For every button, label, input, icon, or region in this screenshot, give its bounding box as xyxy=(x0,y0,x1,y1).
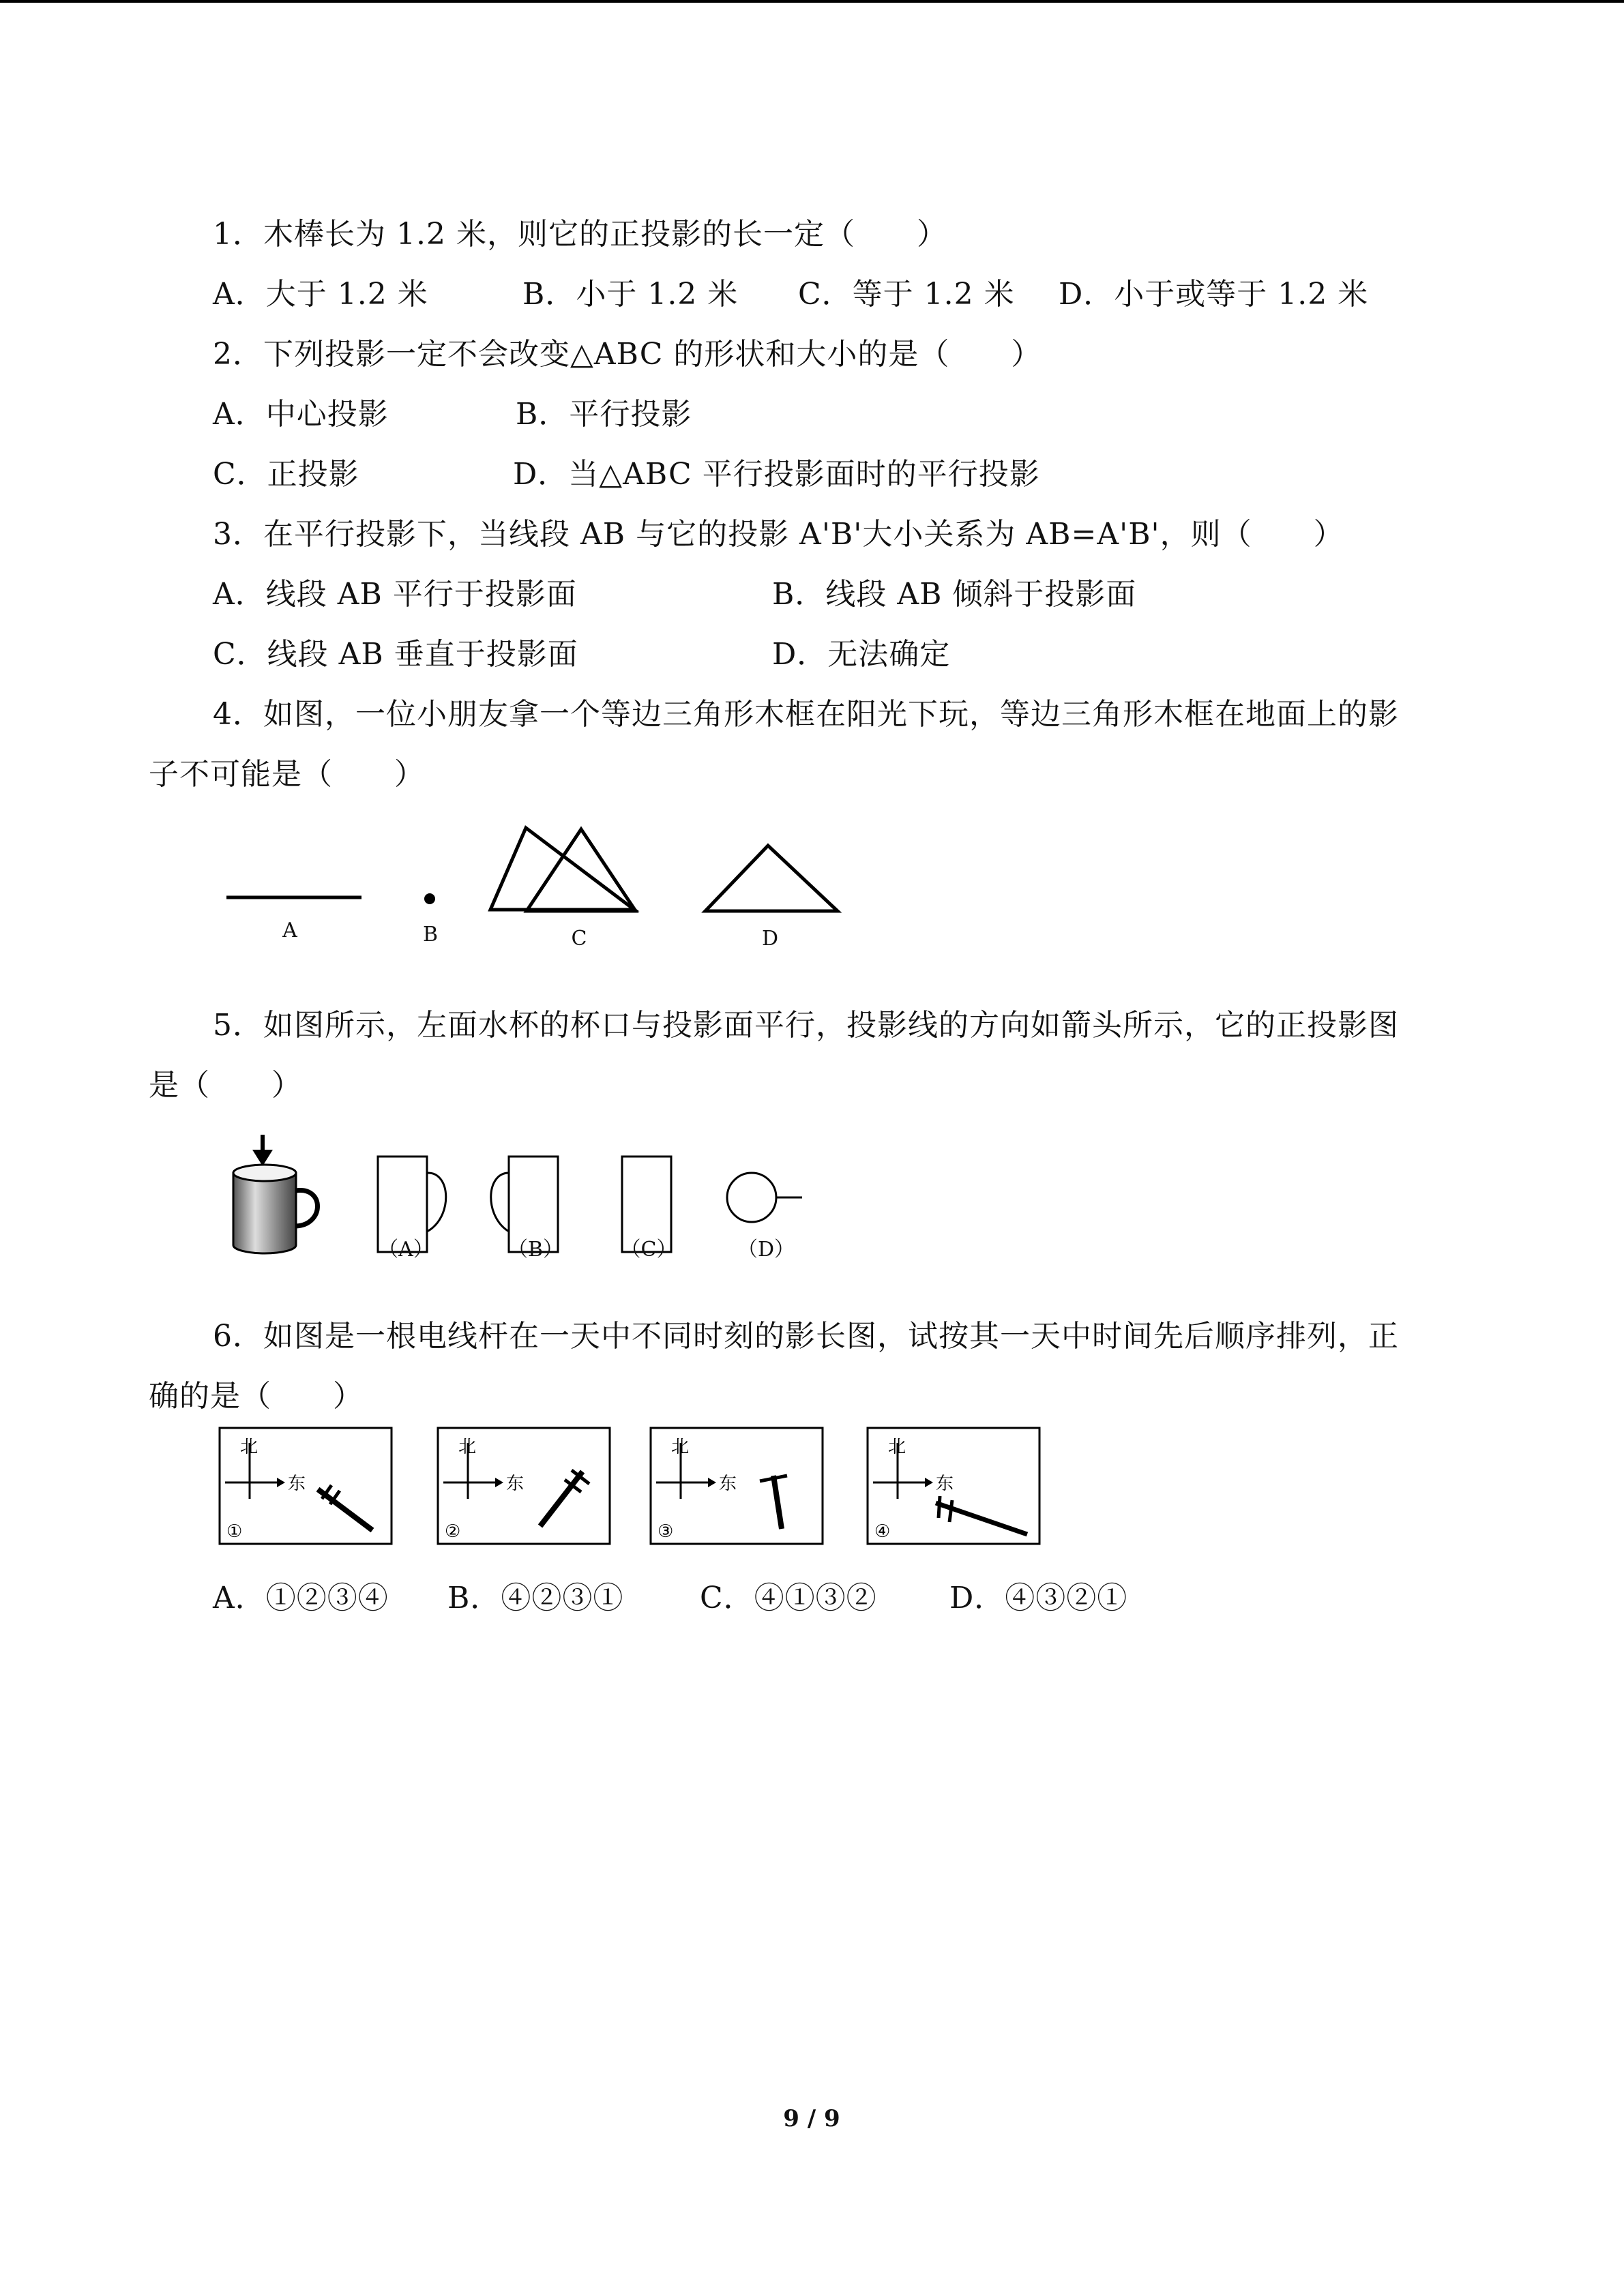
triangle-c-shape xyxy=(527,829,636,911)
q3-option-a: A．线段 AB 平行于投影面 xyxy=(213,577,577,612)
q3-option-b: B．线段 AB 倾斜于投影面 xyxy=(772,577,1137,612)
question-6-stem-line1: 6．如图是一根电线杆在一天中不同时刻的影长图，试按其一天中时间先后顺序排列，正 xyxy=(213,1319,1399,1354)
pole-shadow-icon xyxy=(760,1476,787,1529)
q3-option-d: D．无法确定 xyxy=(772,637,951,672)
q6-option-b: B．④②③① xyxy=(447,1581,624,1615)
q6-option-d: D．④③②① xyxy=(949,1581,1128,1615)
page-number: 9 / 9 xyxy=(783,2105,840,2132)
q1-option-c: C．等于 1.2 米 xyxy=(798,277,1015,312)
question-2-stem: 2．下列投影一定不会改变△ABC 的形状和大小的是（ ） xyxy=(213,337,1042,372)
q4-label-a: A xyxy=(282,919,297,942)
question-4-stem-line2: 子不可能是（ ） xyxy=(149,757,425,792)
panel-number: ① xyxy=(226,1521,243,1542)
question-5-stem-line2: 是（ ） xyxy=(149,1068,302,1103)
q2-option-c: C．正投影 xyxy=(213,457,359,492)
compass-east-label: 东 xyxy=(288,1474,306,1494)
cup-icon xyxy=(233,1165,318,1253)
compass-east-label: 东 xyxy=(506,1474,525,1494)
compass-north-label: 北 xyxy=(888,1437,906,1457)
q2-option-d: D．当△ABC 平行投影面时的平行投影 xyxy=(513,457,1040,492)
q5-label-d: （D） xyxy=(737,1238,795,1262)
compass-north-label: 北 xyxy=(671,1437,690,1457)
q1-option-d: D．小于或等于 1.2 米 xyxy=(1059,277,1369,312)
question-4-stem-line1: 4．如图，一位小朋友拿一个等边三角形木框在阳光下玩，等边三角形木框在地面上的影 xyxy=(213,697,1399,732)
q6-shadow-panels xyxy=(217,1425,1049,1548)
compass-north-label: 北 xyxy=(240,1437,259,1457)
q2-option-a: A．中心投影 xyxy=(213,397,389,432)
q4-label-c: C xyxy=(571,927,587,951)
panel-number: ③ xyxy=(658,1521,674,1542)
shadow-panel-2 xyxy=(438,1428,610,1544)
q5-label-b: （B） xyxy=(507,1238,564,1262)
q1-option-a: A．大于 1.2 米 xyxy=(213,277,428,312)
pole-shadow-icon xyxy=(318,1485,372,1530)
q2-option-b: B．平行投影 xyxy=(516,397,692,432)
q3-option-c: C．线段 AB 垂直于投影面 xyxy=(213,637,578,672)
question-5-stem-line1: 5．如图所示，左面水杯的杯口与投影面平行，投影线的方向如箭头所示，它的正投影图 xyxy=(213,1008,1399,1043)
q4-triangles xyxy=(518,824,846,919)
compass-north-label: 北 xyxy=(458,1437,477,1457)
panel-number: ② xyxy=(445,1521,461,1542)
shadow-panel-3 xyxy=(651,1428,823,1544)
cup-view-d-shape xyxy=(727,1173,802,1222)
compass-east-label: 东 xyxy=(936,1474,954,1494)
question-1-stem: 1．木棒长为 1.2 米，则它的正投影的长一定（ ） xyxy=(213,217,947,252)
q4-label-d: D xyxy=(761,927,779,951)
q4-label-b: B xyxy=(422,923,439,946)
projection-arrow-icon xyxy=(252,1135,273,1166)
q6-option-a: A．①②③④ xyxy=(213,1581,389,1615)
q5-label-c: （C） xyxy=(620,1238,677,1262)
question-6-stem-line2: 确的是（ ） xyxy=(149,1379,364,1414)
pole-shadow-icon xyxy=(540,1470,589,1526)
triangle-d-shape xyxy=(705,846,838,911)
question-3-stem: 3．在平行投影下，当线段 AB 与它的投影 A'B'大小关系为 AB=A'B'，则（ ） xyxy=(213,517,1344,552)
q1-option-b: B．小于 1.2 米 xyxy=(522,277,739,312)
shadow-dot-shape xyxy=(424,893,435,904)
pole-shadow-icon xyxy=(936,1496,1027,1534)
shadow-panel-1 xyxy=(220,1428,392,1544)
panel-number: ④ xyxy=(874,1521,891,1542)
compass-east-label: 东 xyxy=(719,1474,737,1494)
q5-label-a: （A） xyxy=(378,1238,434,1262)
page-top-border xyxy=(0,0,1624,3)
q6-option-c: C．④①③② xyxy=(700,1581,877,1615)
shadow-panel-4 xyxy=(868,1428,1039,1544)
